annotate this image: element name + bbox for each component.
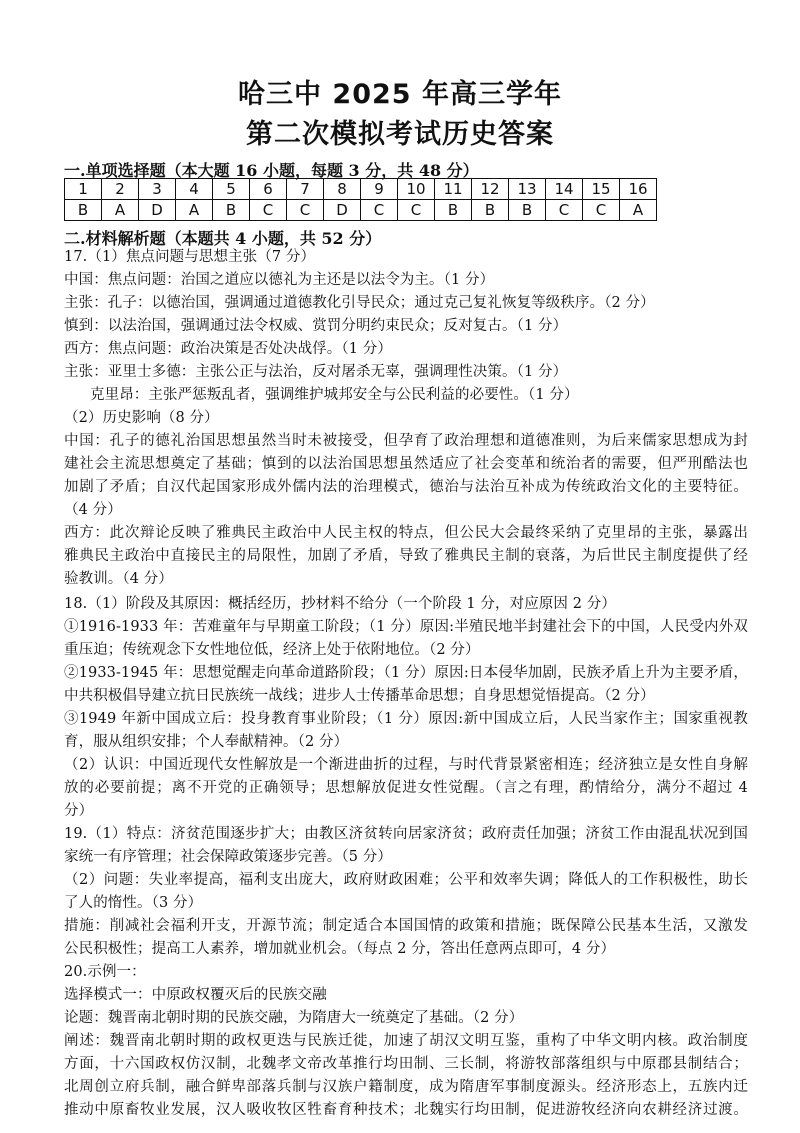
- answer-cell: D: [324, 200, 361, 221]
- text-line: 放的必要前提；离不开党的正确领导；思想解放促进女性觉醒。（言之有理，酌情给分，满分不超过 4: [64, 780, 748, 796]
- text-line: 20.示例一：: [64, 964, 146, 980]
- text-line: 19.（1）特点：济贫范围逐步扩大；由教区济贫转向居家济贫；政府责任加强；济贫工作由混乱状况到国: [64, 826, 748, 842]
- text-line: 重压迫；传统观念下女性地位低，经济上处于依附地位。（2 分）: [64, 642, 480, 658]
- text-line: 育，服从组织安排；个人奉献精神。（2 分）: [64, 734, 349, 750]
- question-number-cell: 1: [65, 179, 102, 200]
- section2-header: 二.材料解析题（本题共 4 小题，共 52 分）: [64, 229, 382, 248]
- text-line: 西方：此次辩论反映了雅典民主政治中人民主权的特点，但公民大会最终采纳了克里昂的主张，暴露出: [64, 525, 748, 541]
- answer-cell: B: [65, 200, 102, 221]
- text-line: 17.（1）焦点问题与思想主张（7 分）: [64, 249, 316, 265]
- text-line: （2）认识：中国近现代女性解放是一个渐进曲折的过程，与时代背景紧密相连；经济独立是女性自身解: [64, 757, 748, 773]
- text-line: 中国：孔子的德礼治国思想虽然当时未被接受，但孕育了政治理想和道德准则，为后来儒家思想成为封: [64, 433, 748, 449]
- question-number-cell: 13: [509, 179, 546, 200]
- text-line: 雅典民主政治中直接民主的局限性，加剧了矛盾，导致了雅典民主制的衰落，为后世民主制度提供了经: [64, 548, 748, 564]
- question-number-cell: 12: [472, 179, 509, 200]
- text-line: ②1933-1945 年：思想觉醒走向革命道路阶段；（1 分）原因:日本侵华加剧，民族矛盾上升为主要矛盾，: [64, 665, 748, 681]
- text-line: ③1949 年新中国成立后：投身教育事业阶段；（1 分）原因:新中国成立后，人民当家作主；国家重视教: [64, 711, 748, 727]
- text-line: 公民积极性；提高工人素养，增加就业机会。（每点 2 分，答出任意两点即可，4 分）: [64, 941, 616, 957]
- text-line: 阐述：魏晋南北朝时期的政权更迭与民族迁徙，加速了胡汉文明互鉴，重构了中华文明内核。政治制度: [64, 1033, 748, 1049]
- text-line: 建社会主流思想奠定了基础；慎到的以法治国思想虽然适应了社会变革和统治者的需要，但严刑酷法也: [64, 456, 748, 472]
- section1-header: 一.单项选择题（本大题 16 小题，每题 3 分，共 48 分）: [64, 161, 479, 180]
- answer-cell: B: [435, 200, 472, 221]
- text-line: 分）: [64, 803, 94, 819]
- answer-table: [64, 178, 657, 221]
- text-line: 北周创立府兵制，融合鲜卑部落兵制与汉族户籍制度，成为隋唐军事制度源头。经济形态上，五族内迁: [64, 1079, 748, 1095]
- answer-cell: B: [509, 200, 546, 221]
- text-line: 了人的惰性。（3 分）: [64, 895, 203, 911]
- title-line-1: 哈三中 2025 年高三学年: [238, 79, 562, 110]
- answer-cell: C: [250, 200, 287, 221]
- question-number-cell: 3: [139, 179, 176, 200]
- text-line: 验教训。（4 分）: [64, 571, 173, 587]
- text-line: 西方：焦点问题：政治决策是否处决战俘。（1 分）: [64, 341, 392, 357]
- question-number-cell: 11: [435, 179, 472, 200]
- question-number-cell: 15: [583, 179, 620, 200]
- question-number-cell: 4: [176, 179, 213, 200]
- text-line: （2）问题：失业率提高，福利支出庞大，政府财政困难；公平和效率失调；降低人的工作积极性，助长: [64, 872, 748, 888]
- answer-cell: D: [139, 200, 176, 221]
- text-line: （4 分）: [64, 502, 122, 518]
- answer-cell: A: [102, 200, 139, 221]
- text-line: 推动中原畜牧业发展，汉人吸收牧区牲畜育种技术；北魏实行均田制，促进游牧经济向农耕经济过渡。: [64, 1102, 748, 1118]
- text-line: 主张：亚里士多德：主张公正与法治，反对屠杀无辜，强调理性决策。（1 分）: [64, 364, 568, 380]
- question-number-cell: 7: [287, 179, 324, 200]
- answer-cell: A: [176, 200, 213, 221]
- text-line: 论题：魏晋南北朝时期的民族交融，为隋唐大一统奠定了基础。（2 分）: [64, 1010, 524, 1026]
- text-line: 选择模式一：中原政权覆灭后的民族交融: [64, 987, 327, 1003]
- question-number-cell: 9: [361, 179, 398, 200]
- answer-table-number-row: [65, 179, 657, 200]
- text-line: （2）历史影响（8 分）: [64, 410, 219, 426]
- answer-cell: C: [546, 200, 583, 221]
- text-line: 方面，十六国政权仿汉制，北魏孝文帝改革推行均田制、三长制，将游牧部落组织与中原郡县制结合；: [64, 1056, 748, 1072]
- answer-cell: B: [472, 200, 509, 221]
- answer-table-answer-row: [65, 200, 657, 221]
- answer-cell: C: [583, 200, 620, 221]
- question-number-cell: 16: [620, 179, 657, 200]
- text-line: ①1916-1933 年：苦难童年与早期童工阶段；（1 分）原因:半殖民地半封建社会下的中国，人民受内外双: [64, 619, 748, 635]
- answer-cell: A: [620, 200, 657, 221]
- answer-cell: C: [398, 200, 435, 221]
- text-line: 加剧了矛盾；自汉代起国家形成外儒内法的治理模式，德治与法治互补成为传统政治文化的主要特征。: [64, 479, 748, 495]
- text-line: 克里昂：主张严惩叛乱者，强调维护城邦安全与公民利益的必要性。（1 分）: [90, 387, 579, 403]
- answer-cell: C: [287, 200, 324, 221]
- question-number-cell: 10: [398, 179, 435, 200]
- question-number-cell: 5: [213, 179, 250, 200]
- text-line: 主张：孔子：以德治国，强调通过道德教化引导民众；通过克己复礼恢复等级秩序。（2 分）: [64, 295, 655, 311]
- text-line: 中国：焦点问题：治国之道应以德礼为主还是以法令为主。（1 分）: [64, 272, 495, 288]
- question-number-cell: 14: [546, 179, 583, 200]
- text-line: 措施：削减社会福利开支，开源节流；制定适合本国国情的政策和措施；既保障公民基本生活，又激发: [64, 918, 748, 934]
- text-line: 18.（1）阶段及其原因：概括经历，抄材料不给分（一个阶段 1 分，对应原因 2 分）: [64, 596, 616, 612]
- text-line: 中共积极倡导建立抗日民族统一战线；进步人士传播革命思想；自身思想觉悟提高。（2 分）: [64, 688, 655, 704]
- question-number-cell: 2: [102, 179, 139, 200]
- answer-cell: C: [361, 200, 398, 221]
- title-line-2: 第二次模拟考试历史答案: [246, 119, 554, 150]
- answer-cell: B: [213, 200, 250, 221]
- question-number-cell: 8: [324, 179, 361, 200]
- question-number-cell: 6: [250, 179, 287, 200]
- text-line: 慎到：以法治国，强调通过法令权威、赏罚分明约束民众；反对复古。（1 分）: [64, 318, 568, 334]
- text-line: 家统一有序管理；社会保障政策逐步完善。（5 分）: [64, 849, 392, 865]
